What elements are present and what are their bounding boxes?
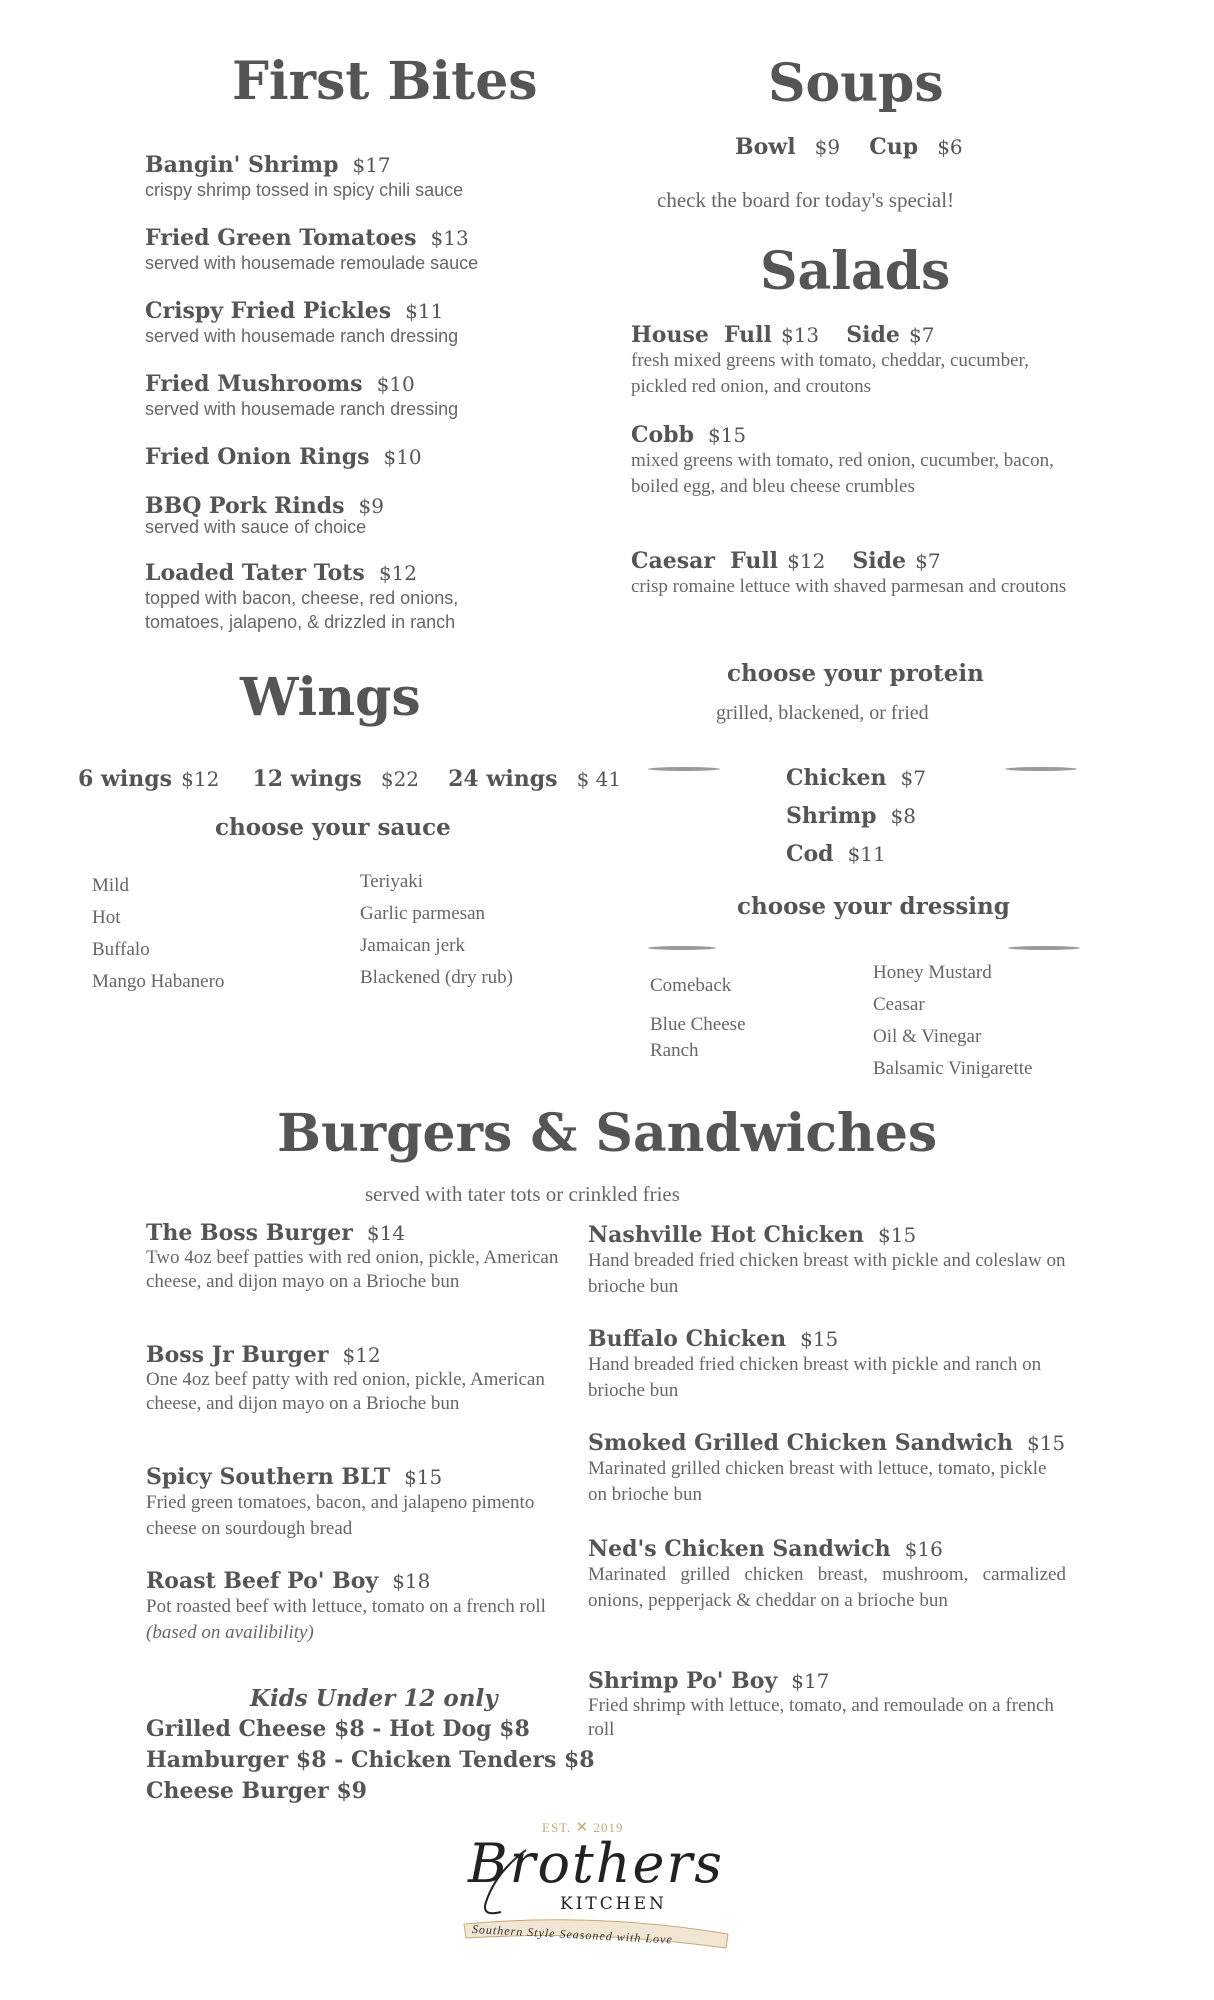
burgers-title: Burgers & Sandwiches xyxy=(277,1103,938,1164)
item-description: Fried shrimp with lettuce, tomato, and remoulade on a french roll xyxy=(588,1695,1054,1740)
sauce-list-right xyxy=(360,866,513,994)
item-price: $16 xyxy=(904,1537,943,1561)
item-description xyxy=(146,1594,566,1645)
sauce-option: Jamaican jerk xyxy=(360,935,465,956)
menu-item xyxy=(146,1568,566,1645)
sauce-option: Hot xyxy=(92,907,121,928)
logo-swash xyxy=(485,1850,526,1913)
sauce-heading: choose your sauce xyxy=(215,814,451,841)
item-name: Buffalo Chicken xyxy=(588,1326,787,1352)
item-description: Marinated grilled chicken breast, mushroom, carmalized onions, pepperjack & cheddar on a brioche bun xyxy=(588,1564,1066,1611)
item-description: Hand breaded fried chicken breast with pickle and coleslaw on brioche bun xyxy=(588,1250,1066,1297)
divider xyxy=(648,946,716,950)
item-price: $11 xyxy=(405,299,444,323)
menu-item xyxy=(145,298,585,348)
sauce-option: Teriyaki xyxy=(360,871,424,892)
item-price: $15 xyxy=(707,423,747,447)
sauce-option: Garlic parmesan xyxy=(360,903,486,924)
item-name: BBQ Pork Rinds xyxy=(145,493,345,519)
utensils-icon: ✕ xyxy=(575,1820,590,1836)
availability-note: (based on availibility) xyxy=(146,1621,314,1643)
item-description: served with housemade ranch dressing xyxy=(145,326,459,346)
item-price: $18 xyxy=(392,1569,431,1593)
item-name: Roast Beef Po' Boy xyxy=(146,1568,379,1594)
kids-heading: Kids Under 12 only xyxy=(250,1685,498,1712)
side-label: Side xyxy=(852,548,907,574)
side-label: Side xyxy=(846,322,900,348)
item-name: Smoked Grilled Chicken Sandwich xyxy=(588,1430,1013,1456)
item-price: $10 xyxy=(376,372,415,396)
menu-item xyxy=(146,1342,566,1416)
item-name: Fried Green Tomatoes xyxy=(145,225,417,251)
salads-title: Salads xyxy=(760,241,951,302)
dressing-heading: choose your dressing xyxy=(737,893,1010,920)
menu-item xyxy=(145,225,585,275)
item-description: Hand breaded fried chicken breast with pickle and ranch on brioche bun xyxy=(588,1354,1042,1401)
item-name: Spicy Southern BLT xyxy=(146,1464,391,1490)
item-name: Fried Mushrooms xyxy=(145,371,363,397)
item-price: $12 xyxy=(342,1343,381,1367)
item-description: served with housemade remoulade sauce xyxy=(145,253,479,273)
logo-wordmark: Brothers xyxy=(468,1832,724,1895)
item-description: Two 4oz beef patties with red onion, pickle, American cheese, and dijon mayo on a Brioche bun xyxy=(146,1247,559,1292)
sauce-option: Mild xyxy=(92,875,129,896)
dressing-option: Ranch xyxy=(650,1040,699,1061)
wing-size-price: $ 41 xyxy=(576,767,622,791)
item-price: $14 xyxy=(366,1221,406,1245)
menu-item xyxy=(588,1326,1066,1403)
full-label: Full xyxy=(730,548,779,574)
item-name: Nashville Hot Chicken xyxy=(588,1222,865,1248)
menu-item xyxy=(588,1430,1066,1507)
menu-item xyxy=(145,493,585,539)
full-label: Full xyxy=(723,322,772,348)
protein-list xyxy=(786,760,926,874)
item-name: Crispy Fried Pickles xyxy=(145,298,392,324)
item-name: House xyxy=(631,322,709,348)
divider xyxy=(1008,946,1080,950)
menu-item xyxy=(145,560,535,635)
item-name: Loaded Tater Tots xyxy=(145,560,365,586)
item-name: Shrimp Po' Boy xyxy=(588,1668,778,1694)
kids-line: Hamburger $8 - Chicken Tenders $8 xyxy=(146,1747,595,1773)
wing-size-label: 12 wings xyxy=(252,766,362,792)
divider xyxy=(648,767,720,771)
wing-size-label: 24 wings xyxy=(448,766,558,792)
item-description: One 4oz beef patty with red onion, pickle, American cheese, and dijon mayo on a Brioche bun xyxy=(146,1369,545,1414)
item-price: $15 xyxy=(404,1465,443,1489)
item-name: Ned's Chicken Sandwich xyxy=(588,1536,891,1562)
side-price: $7 xyxy=(915,549,941,573)
dressing-option: Comeback xyxy=(650,975,732,996)
item-price: $13 xyxy=(430,226,469,250)
item-price: $10 xyxy=(383,445,422,469)
protein-heading: choose your protein xyxy=(727,660,984,687)
item-price: $17 xyxy=(791,1669,830,1693)
wings-title: Wings xyxy=(240,667,421,728)
protein-price: $7 xyxy=(900,766,926,790)
logo-subtitle: KITCHEN xyxy=(560,1894,667,1914)
item-description: topped with bacon, cheese, red onions, tomatoes, jalapeno, & drizzled in ranch xyxy=(145,588,459,633)
item-name: Boss Jr Burger xyxy=(146,1342,329,1368)
divider xyxy=(1005,767,1077,771)
menu-item xyxy=(588,1222,1066,1299)
menu-item xyxy=(146,1464,566,1541)
soup-special-note: check the board for today's special! xyxy=(657,188,955,212)
item-name: Caesar xyxy=(631,548,715,574)
protein-price: $11 xyxy=(847,842,886,866)
menu-item xyxy=(145,152,585,202)
item-description: served with sauce of choice xyxy=(145,517,367,537)
kids-line: Grilled Cheese $8 - Hot Dog $8 xyxy=(146,1716,530,1742)
protein-name: Shrimp xyxy=(786,803,877,829)
item-description: Fried green tomatoes, bacon, and jalapeno pimento cheese on sourdough bread xyxy=(146,1492,535,1539)
wing-size-label: 6 wings xyxy=(78,766,173,792)
item-price: $12 xyxy=(378,561,418,585)
menu-item xyxy=(588,1536,1066,1613)
burgers-subtitle: served with tater tots or crinkled fries xyxy=(365,1182,680,1206)
soups-title: Soups xyxy=(768,53,944,114)
first-bites-title: First Bites xyxy=(232,51,538,112)
full-price: $13 xyxy=(780,323,820,347)
item-price: $17 xyxy=(352,153,391,177)
dressing-option: Blue Cheese xyxy=(650,1014,746,1035)
brothers-kitchen-logo xyxy=(456,1812,736,1962)
item-price: $15 xyxy=(800,1327,839,1351)
protein-name: Chicken xyxy=(786,765,887,791)
protein-note: grilled, blackened, or fried xyxy=(716,702,929,724)
dressing-option: Honey Mustard xyxy=(873,962,992,983)
salad-house xyxy=(631,322,1071,399)
wing-size-price: $22 xyxy=(380,767,420,791)
item-name: Fried Onion Rings xyxy=(145,444,370,470)
kids-menu xyxy=(146,1714,595,1807)
wing-size-price: $12 xyxy=(181,767,220,791)
sauce-option: Blackened (dry rub) xyxy=(360,967,513,988)
item-description: crisp romaine lettuce with shaved parmesan and croutons xyxy=(631,576,1067,597)
protein-price: $8 xyxy=(890,804,916,828)
cup-label: Cup xyxy=(869,134,919,160)
item-description: Marinated grilled chicken breast with lettuce, tomato, pickle on brioche bun xyxy=(588,1458,1047,1505)
dressing-list-right xyxy=(873,957,1032,1085)
item-description: mixed greens with tomato, red onion, cucumber, bacon, boiled egg, and bleu cheese crumbles xyxy=(631,450,1054,497)
item-name: Bangin' Shrimp xyxy=(145,152,339,178)
cup-price: $6 xyxy=(937,135,963,159)
dressing-option: Balsamic Vinigarette xyxy=(873,1058,1033,1079)
item-name: The Boss Burger xyxy=(146,1220,353,1246)
protein-name: Cod xyxy=(786,841,834,867)
menu-item xyxy=(145,444,585,470)
side-price: $7 xyxy=(908,323,935,347)
item-description: fresh mixed greens with tomato, cheddar, cucumber, pickled red onion, and croutons xyxy=(631,350,1029,397)
logo-tagline: Southern Style Seasoned with Love xyxy=(471,1922,674,1947)
dressing-option: Ceasar xyxy=(873,994,925,1015)
menu-item xyxy=(588,1668,1066,1742)
salad-caesar xyxy=(631,548,1071,600)
item-description: served with housemade ranch dressing xyxy=(145,399,459,419)
item-price: $15 xyxy=(878,1223,917,1247)
sauce-list-left xyxy=(92,870,224,998)
logo-year: 2019 xyxy=(593,1820,624,1835)
sauce-option: Buffalo xyxy=(92,939,150,960)
bowl-label: Bowl xyxy=(735,134,796,160)
full-price: $12 xyxy=(787,549,826,573)
salad-cobb xyxy=(631,422,1071,499)
soup-sizes xyxy=(735,134,963,160)
item-price: $15 xyxy=(1026,1431,1066,1455)
logo-est: EST. xyxy=(542,1820,572,1835)
item-description-text: Pot roasted beef with lettuce, tomato on a french roll xyxy=(146,1596,546,1617)
item-description: crispy shrimp tossed in spicy chili sauce xyxy=(145,180,464,200)
dressing-option: Oil & Vinegar xyxy=(873,1026,982,1047)
dressing-list-left xyxy=(650,970,746,1064)
wing-sizes xyxy=(78,766,621,792)
sauce-option: Mango Habanero xyxy=(92,971,225,992)
item-price: $9 xyxy=(358,494,384,518)
item-name: Cobb xyxy=(631,422,694,448)
kids-line: Cheese Burger $9 xyxy=(146,1778,367,1804)
bowl-price: $9 xyxy=(814,135,841,159)
menu-item xyxy=(145,371,585,421)
menu-item xyxy=(146,1220,566,1294)
